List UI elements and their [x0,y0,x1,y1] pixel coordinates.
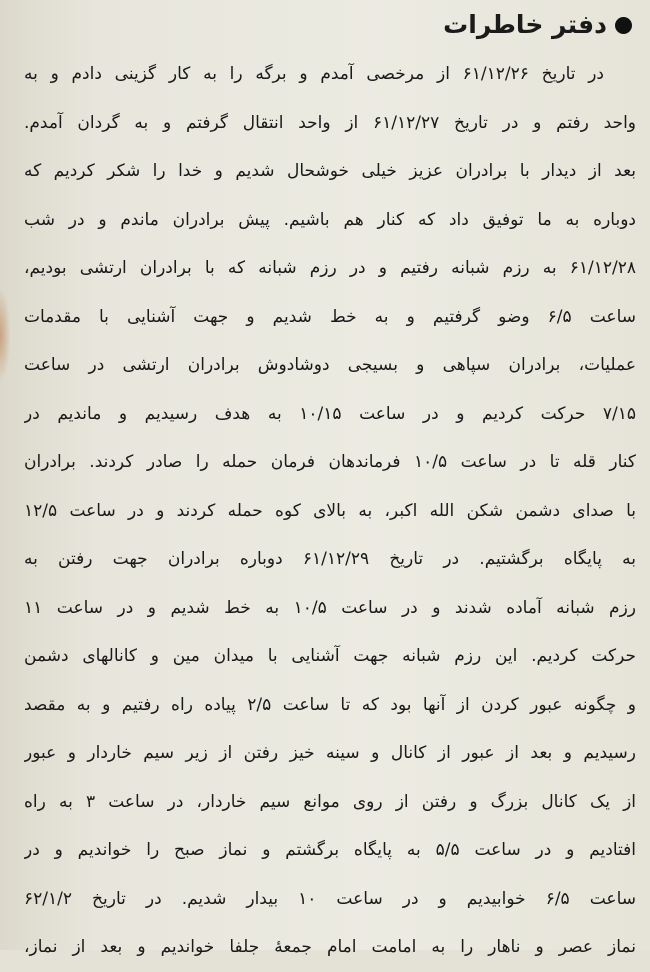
section-title: دفتر خاطرات [443,10,607,39]
page-binding-shadow [0,290,10,380]
text-line: افتادیم و در ساعت ۵/۵ به پایگاه برگشتم و نماز صبح را خواندیم و در [24,840,636,860]
text-line: در تاریخ ۶۱/۱۲/۲۶ از مرخصی آمدم و برگه را به کار گزینی دادم و به [24,64,604,84]
text-line: بعد از دیدار با برادران عزیز خیلی خوشحال شدیم و خدا را شکر کردیم که [24,161,636,181]
text-line: عملیات، برادران سپاهی و بسیجی دوشادوش برادران ارتشی در ساعت [24,355,636,375]
text-line: ساعت ۶/۵ خوابیدیم و در ساعت ۱۰ بیدار شدیم. در تاریخ ۶۲/۱/۲ [24,888,636,909]
text-line: کنار قله تا در ساعت ۱۰/۵ فرماندهان فرمان حمله را صادر کردند. برادران [24,452,636,472]
section-header [443,8,632,42]
text-line: به پایگاه برگشتیم. در تاریخ ۶۱/۱۲/۲۹ دوباره برادران جهت رفتن به [24,549,636,569]
diary-text [24,50,636,972]
text-line: رزم شبانه آماده شدند و در ساعت ۱۰/۵ به خط شدیم و در ساعت ۱۱ [24,597,636,618]
bullet-icon [615,17,632,34]
text-line: ساعت ۶/۵ وضو گرفتیم و به خط شدیم و جهت آشنایی با مقدمات [24,306,636,327]
text-line: دوباره به ما توفیق داد که کنار هم باشیم. پیش برادران ماندم و در شب [24,209,636,230]
text-line: نماز عصر و ناهار را به امامت امام جمعهٔ جلفا خواندیم و بعد از نماز، [24,937,636,957]
text-line: و چگونه عبور کردن از آنها بود که تا ساعت ۲/۵ پیاده راه رفتیم و به مقصد [24,694,636,715]
text-line: با صدای دشمن شکن الله اکبر، به بالای کوه حمله کردند و در ساعت ۱۲/۵ [24,500,636,521]
text-line: ۷/۱۵ حرکت کردیم و در ساعت ۱۰/۱۵ به هدف رسیدیم و ماندیم در [24,403,636,424]
text-line: ۶۱/۱۲/۲۸ به رزم شبانه رفتیم و در رزم شبانه که با برادران ارتشی بودیم، [24,258,636,278]
text-line: از یک کانال بزرگ و رفتن از روی موانع سیم خاردار، در ساعت ۳ به راه [24,791,636,812]
text-line: حرکت کردیم. این رزم شبانه جهت آشنایی با میدان مین و کانالهای دشمن [24,646,636,666]
text-line: واحد رفتم و در تاریخ ۶۱/۱۲/۲۷ از واحد انتقال گرفتم و به گردان آمدم. [24,112,636,133]
text-line: رسیدیم و بعد از عبور از کانال و سینه خیز رفتن از زیر سیم خاردار و عبور [24,743,636,763]
